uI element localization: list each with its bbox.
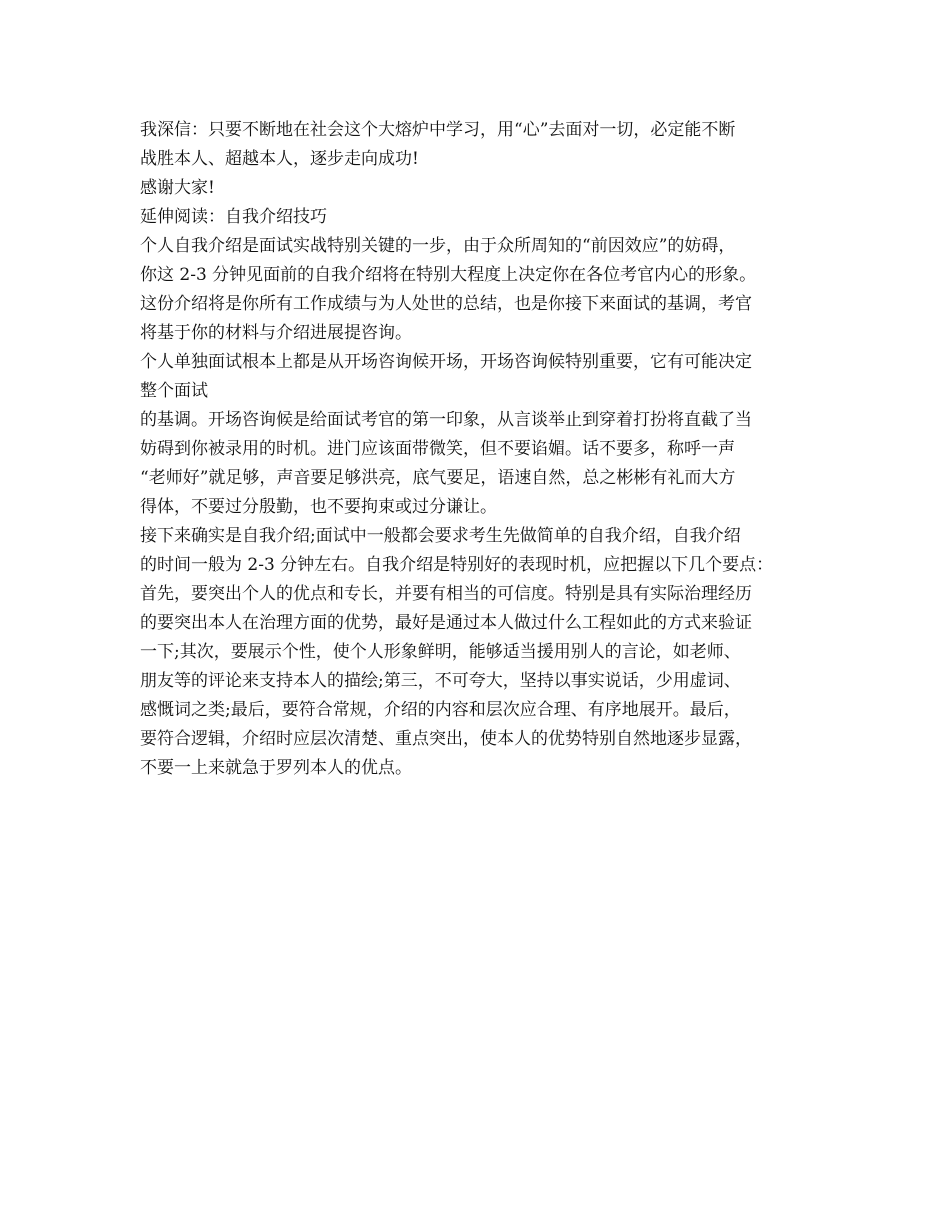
text-line: 将基于你的材料与介绍进展提咨询。 bbox=[140, 323, 412, 343]
text-line: 要符合逻辑，介绍时应层次清楚、重点突出，使本人的优势特别自然地逐步显露， bbox=[140, 729, 752, 749]
text-line: 的时间一般为 2-3 分钟左右。自我介绍是特别好的表现时机，应把握以下几个要点： bbox=[140, 555, 774, 575]
text-line: 接下来确实是自我介绍;面试中一般都会要求考生先做简单的自我介绍，自我介绍 bbox=[140, 526, 741, 546]
text-line: 整个面试 bbox=[140, 381, 208, 401]
text-line: 朋友等的评论来支持本人的描绘;第三，不可夸大，坚持以事实说话，少用虚词、 bbox=[140, 671, 741, 691]
text-line: 这份介绍将是你所有工作成绩与为人处世的总结，也是你接下来面试的基调，考官 bbox=[140, 294, 752, 314]
text-line: 妨碍到你被录用的时机。进门应该面带微笑，但不要谄媚。话不要多，称呼一声 bbox=[140, 439, 735, 459]
text-line: 首先，要突出个人的优点和专长，并要有相当的可信度。特别是具有实际治理经历 bbox=[140, 584, 752, 604]
text-line: 感慨词之类;最后，要符合常规，介绍的内容和层次应合理、有序地展开。最后， bbox=[140, 700, 741, 720]
text-line: 一下;其次，要展示个性，使个人形象鲜明，能够适当援用别人的言论，如老师、 bbox=[140, 642, 741, 662]
text-line: 延伸阅读：自我介绍技巧 bbox=[140, 207, 327, 227]
text-line: 得体，不要过分殷勤，也不要拘束或过分谦让。 bbox=[140, 497, 497, 517]
text-line: 你这 2-3 分钟见面前的自我介绍将在特别大程度上决定你在各位考官内心的形象。 bbox=[140, 265, 757, 285]
text-line: 个人单独面试根本上都是从开场咨询候开场，开场咨询候特别重要，它有可能决定 bbox=[140, 352, 752, 372]
text-line: 不要一上来就急于罗列本人的优点。 bbox=[140, 758, 412, 778]
text-line: 感谢大家! bbox=[140, 178, 215, 198]
document-body bbox=[140, 116, 820, 783]
text-line: 个人自我介绍是面试实战特别关键的一步，由于众所周知的“前因效应”的妨碍， bbox=[140, 236, 736, 256]
text-line: 的基调。开场咨询候是给面试考官的第一印象，从言谈举止到穿着打扮将直截了当 bbox=[140, 410, 752, 430]
text-line: “老师好”就足够，声音要足够洪亮，底气要足，语速自然，总之彬彬有礼而大方 bbox=[140, 468, 736, 488]
text-line: 我深信：只要不断地在社会这个大熔炉中学习，用“心”去面对一切，必定能不断 bbox=[140, 120, 736, 140]
text-line: 战胜本人、超越本人，逐步走向成功! bbox=[140, 149, 419, 169]
text-line: 的要突出本人在治理方面的优势，最好是通过本人做过什么工程如此的方式来验证 bbox=[140, 613, 752, 633]
